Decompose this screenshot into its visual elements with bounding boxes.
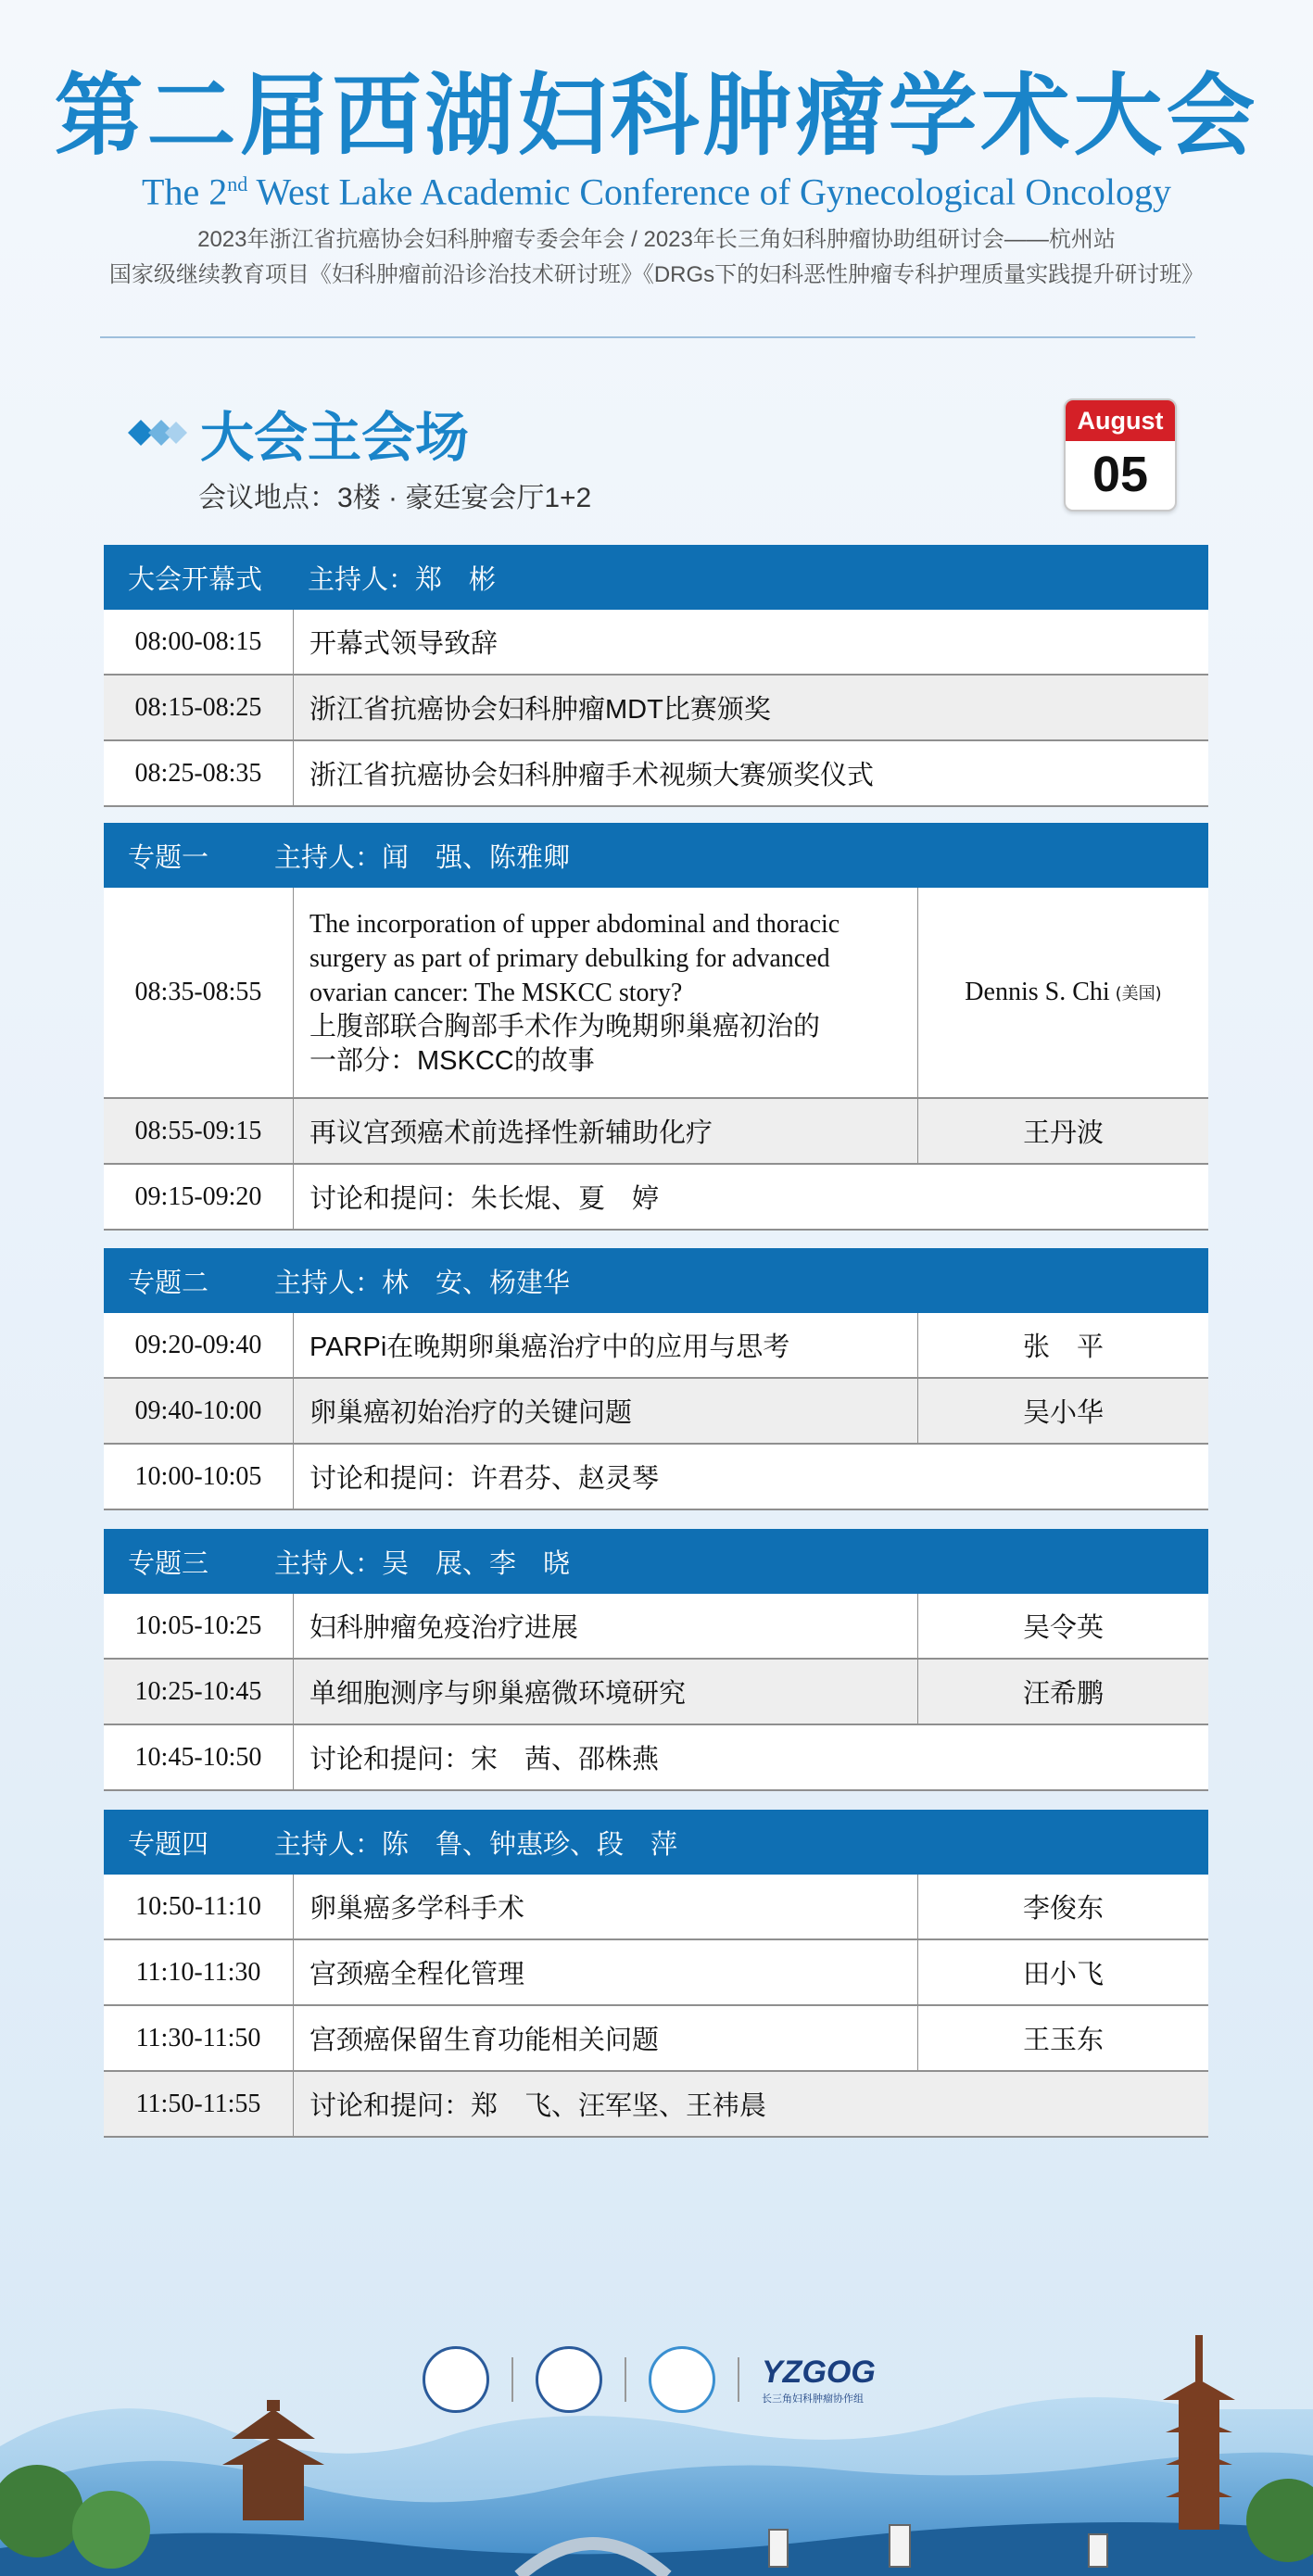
topic-cn-line: 上腹部联合胸部手术作为晚期卵巢癌初治的 [309,1011,821,1042]
table-row [104,1445,1208,1510]
time-cell: 09:20-09:40 [104,1313,294,1377]
session-topic: 专题三 [128,1548,209,1579]
session-host: 主持人：林 安、杨建华 [274,1268,571,1298]
table-row [104,2072,1208,2138]
time-cell: 10:05-10:25 [104,1594,294,1658]
table-row [104,1313,1208,1379]
time-cell: 11:30-11:50 [104,2006,294,2070]
west-lake-landscape [0,2270,1313,2576]
logo-divider [738,2357,739,2402]
time-cell: 09:40-10:00 [104,1379,294,1443]
table-row [104,1725,1208,1791]
logo-divider [625,2357,626,2402]
session-host: 主持人：吴 展、李 晓 [274,1548,571,1579]
topic-cell: 讨论和提问：宋 茜、邵株燕 [309,1745,660,1774]
time-cell: 11:50-11:55 [104,2072,294,2136]
topic-cell: PARPi在晚期卵巢癌治疗中的应用与思考 [309,1332,790,1362]
topic-cell: 单细胞测序与卵巢癌微环境研究 [309,1679,687,1709]
time-cell: 09:15-09:20 [104,1165,294,1229]
speaker-cell: 王玉东 [917,2006,1208,2070]
speaker-cell: 李俊东 [917,1875,1208,1938]
calendar-day: 05 [1092,447,1149,502]
table-row [104,676,1208,741]
zhejiang-anticancer-logo-icon [423,2346,489,2413]
yzgog-logo-text: YZGOG [762,2354,876,2390]
session-topic: 专题四 [128,1829,209,1860]
table-row [104,1660,1208,1725]
topic-cell: 讨论和提问：许君芬、赵灵琴 [309,1464,660,1494]
topic-cell: 卵巢癌初始治疗的关键问题 [309,1398,633,1428]
table-row [104,1940,1208,2006]
yzgog-logo-subtext: 长三角妇科肿瘤协作组 [762,2392,864,2405]
topic-cell [294,888,917,1097]
session-host: 主持人：郑 彬 [308,564,497,595]
topic-cell: 浙江省抗癌协会妇科肿瘤MDT比赛颁奖 [309,695,771,725]
speaker-country: (美国) [1115,984,1162,1004]
session-topic: 专题二 [128,1268,209,1298]
subtitle-line-1: 2023年浙江省抗癌协会妇科肿瘤专委会年会 / 2023年长三角妇科肿瘤协助组研讨会——杭州站 [197,227,1116,252]
table-row [104,741,1208,807]
table-row [104,1875,1208,1940]
session-header [104,1529,1208,1594]
conference-title-en: The 2nd West Lake Academic Conference of Gynecological Oncology [142,170,1171,213]
time-cell: 08:55-09:15 [104,1099,294,1163]
double-arrow-icon [128,414,189,451]
time-cell: 10:25-10:45 [104,1660,294,1724]
section-title: 大会主会场 [200,406,470,469]
topic-cell: 讨论和提问：朱长焜、夏 婷 [309,1184,660,1214]
session-block-topic-2 [104,1248,1208,1510]
session-header [104,1248,1208,1313]
topic-cell: 宫颈癌保留生育功能相关问题 [309,2026,660,2055]
topic-cell: 讨论和提问：郑 飞、汪军坚、王祎晨 [309,2091,767,2121]
session-topic: 专题一 [128,842,209,873]
time-cell: 08:15-08:25 [104,676,294,739]
topic-cell: 再议宫颈癌术前选择性新辅助化疗 [309,1118,713,1148]
table-row [104,1379,1208,1445]
session-block-topic-1 [104,823,1208,1231]
session-host: 主持人：闻 强、陈雅卿 [274,842,571,873]
speaker-name: Dennis S. Chi [965,978,1110,1006]
session-host: 主持人：陈 鲁、钟惠珍、段 萍 [274,1829,678,1860]
topic-cell: 浙江省抗癌协会妇科肿瘤手术视频大赛颁奖仪式 [309,761,875,790]
table-row [104,1165,1208,1231]
topic-cell: 开幕式领导致辞 [309,629,499,659]
session-block-topic-4 [104,1810,1208,2138]
table-row [104,2006,1208,2072]
time-cell: 08:25-08:35 [104,741,294,805]
topic-en-line: ovarian cancer: The MSKCC story? [309,978,683,1007]
speaker-cell: 吴小华 [917,1379,1208,1443]
topic-en-line: The incorporation of upper abdominal and thoracic [309,909,840,939]
time-cell: 08:00-08:15 [104,610,294,674]
section-header [128,394,469,472]
topic-en-line: surgery as part of primary debulking for advanced [309,943,830,973]
venue-text: 会议地点：3楼 · 豪廷宴会厅1+2 [198,483,592,513]
header-divider [100,336,1195,338]
conference-title-cn: 第二届西湖妇科肿瘤学术大会 [54,63,1259,168]
subtitle-line-2: 国家级继续教育项目《妇科肿瘤前沿诊治技术研讨班》《DRGs下的妇科恶性肿瘤专科护理质量实践提升研讨班》 [108,262,1205,287]
speaker-cell [917,888,1208,1097]
calendar-month: August [1066,400,1175,441]
table-row [104,1099,1208,1165]
speaker-cell: 王丹波 [917,1099,1208,1163]
session-header [104,545,1208,610]
speaker-cell: 田小飞 [917,1940,1208,2004]
topic-cell: 卵巢癌多学科手术 [309,1894,525,1924]
calendar-icon [1064,398,1177,511]
time-cell: 11:10-11:30 [104,1940,294,2004]
hospital-logo-icon [536,2346,602,2413]
speaker-cell: 汪希鹏 [917,1660,1208,1724]
table-row [104,1594,1208,1660]
session-topic: 大会开幕式 [128,564,263,595]
yzgog-logo [762,2355,876,2406]
time-cell: 08:35-08:55 [104,888,294,1097]
session-block-topic-3 [104,1529,1208,1791]
session-header [104,1810,1208,1875]
speaker-cell: 张 平 [917,1313,1208,1377]
topic-cell: 妇科肿瘤免疫治疗进展 [309,1613,579,1643]
topic-cn-line: 一部分：MSKCC的故事 [309,1045,595,1076]
logo-divider [511,2357,513,2402]
cccs-logo-icon [649,2346,715,2413]
time-cell: 10:50-11:10 [104,1875,294,1938]
time-cell: 10:00-10:05 [104,1445,294,1509]
topic-cell: 宫颈癌全程化管理 [309,1960,525,1989]
table-row [104,610,1208,676]
table-row [104,888,1208,1099]
sponsor-logos [423,2346,876,2413]
session-block-opening [104,545,1208,807]
session-header [104,823,1208,888]
speaker-cell: 吴令英 [917,1594,1208,1658]
time-cell: 10:45-10:50 [104,1725,294,1789]
